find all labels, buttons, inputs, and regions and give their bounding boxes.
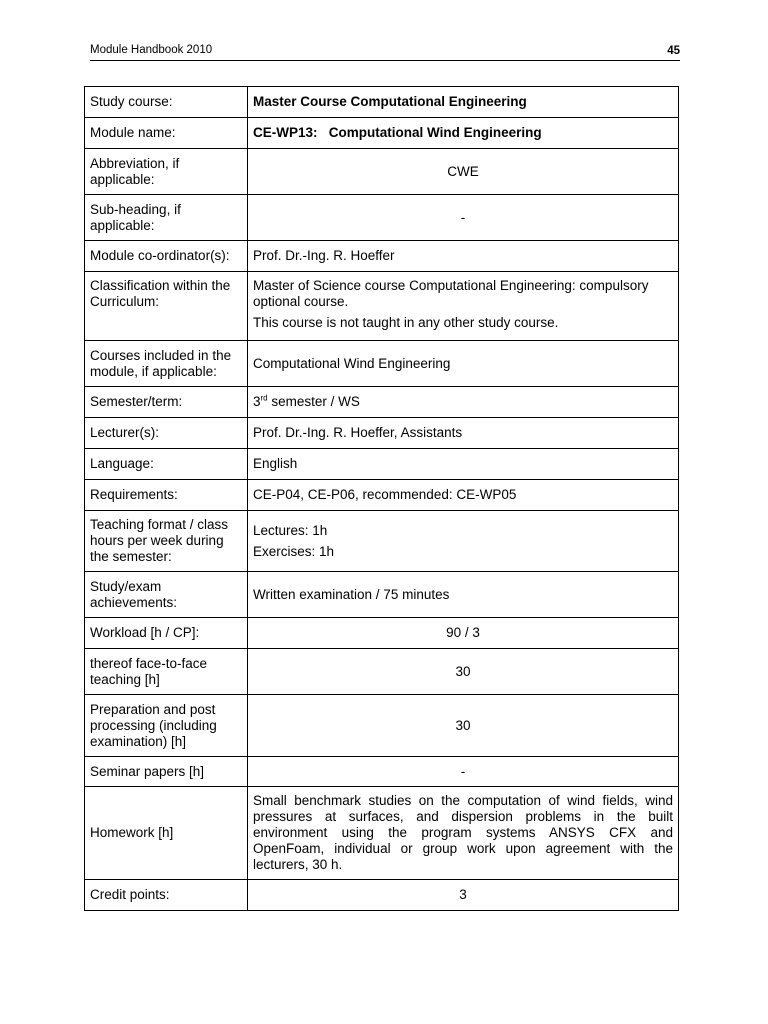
table-row bbox=[85, 418, 679, 449]
face-to-face-label: thereof face-to-face teaching [h] bbox=[85, 649, 248, 695]
module-code: CE-WP13: bbox=[253, 125, 318, 140]
requirements-label: Requirements: bbox=[85, 480, 248, 511]
subheading-value: - bbox=[248, 195, 679, 241]
abbreviation-value: CWE bbox=[248, 149, 679, 195]
table-row bbox=[85, 241, 679, 272]
lecturers-label: Lecturer(s): bbox=[85, 418, 248, 449]
table-row bbox=[85, 149, 679, 195]
abbreviation-label: Abbreviation, if applicable: bbox=[85, 149, 248, 195]
module-title: Computational Wind Engineering bbox=[328, 125, 542, 140]
lecturers-value: Prof. Dr.-Ing. R. Hoeffer, Assistants bbox=[248, 418, 679, 449]
seminar-value: - bbox=[248, 757, 679, 787]
courses-included-value: Computational Wind Engineering bbox=[248, 341, 679, 387]
table-row bbox=[85, 618, 679, 649]
study-course-value: Master Course Computational Engineering bbox=[248, 87, 679, 118]
workload-label: Workload [h / CP]: bbox=[85, 618, 248, 649]
teaching-format-value bbox=[248, 511, 679, 572]
semester-term: semester / WS bbox=[267, 394, 360, 409]
table-row bbox=[85, 511, 679, 572]
classification-label: Classification within the Curriculum: bbox=[85, 272, 248, 341]
exam-value: Written examination / 75 minutes bbox=[248, 572, 679, 618]
teaching-format-label: Teaching format / class hours per week during the semester: bbox=[85, 511, 248, 572]
study-course-label: Study course: bbox=[85, 87, 248, 118]
page-header bbox=[90, 44, 680, 61]
classification-line-1: Master of Science course Computational Engineering: compulsory optional course. bbox=[253, 278, 649, 309]
table-row bbox=[85, 87, 679, 118]
semester-ordinal: rd bbox=[260, 393, 268, 403]
requirements-value: CE-P04, CE-P06, recommended: CE-WP05 bbox=[248, 480, 679, 511]
table-row bbox=[85, 880, 679, 911]
semester-value bbox=[248, 387, 679, 418]
module-table bbox=[84, 86, 679, 911]
coordinator-label: Module co-ordinator(s): bbox=[85, 241, 248, 272]
language-value: English bbox=[248, 449, 679, 480]
handbook-title: Module Handbook 2010 bbox=[90, 44, 213, 56]
seminar-label: Seminar papers [h] bbox=[85, 757, 248, 787]
table-row bbox=[85, 195, 679, 241]
semester-label: Semester/term: bbox=[85, 387, 248, 418]
preparation-label: Preparation and post processing (including examination) [h] bbox=[85, 695, 248, 757]
language-label: Language: bbox=[85, 449, 248, 480]
table-row bbox=[85, 341, 679, 387]
semester-number: 3 bbox=[253, 394, 261, 409]
face-to-face-value: 30 bbox=[248, 649, 679, 695]
exercises-hours: Exercises: 1h bbox=[253, 543, 335, 559]
table-row bbox=[85, 480, 679, 511]
homework-label: Homework [h] bbox=[85, 787, 248, 880]
table-row bbox=[85, 449, 679, 480]
courses-included-label: Courses included in the module, if applicable: bbox=[85, 341, 248, 387]
table-row bbox=[85, 695, 679, 757]
table-row bbox=[85, 572, 679, 618]
credit-points-value: 3 bbox=[248, 880, 679, 911]
table-row bbox=[85, 649, 679, 695]
table-row bbox=[85, 118, 679, 149]
classification-line-2: This course is not taught in any other study course. bbox=[253, 315, 559, 330]
subheading-label: Sub-heading, if applicable: bbox=[85, 195, 248, 241]
coordinator-value: Prof. Dr.-Ing. R. Hoeffer bbox=[248, 241, 679, 272]
exam-label: Study/exam achievements: bbox=[85, 572, 248, 618]
page-number: 45 bbox=[667, 45, 680, 57]
lectures-hours: Lectures: 1h bbox=[253, 522, 328, 538]
table-row bbox=[85, 272, 679, 341]
module-name-label: Module name: bbox=[85, 118, 248, 149]
homework-value: Small benchmark studies on the computation of wind fields, wind pressures at surfaces, and dispersion problems in the built environment using the program systems ANSYS CFX and OpenFoam, individual or group work upon agreement with the lecturers, 30 h. bbox=[248, 787, 679, 880]
module-name-value bbox=[248, 118, 679, 149]
workload-value: 90 / 3 bbox=[248, 618, 679, 649]
table-row bbox=[85, 787, 679, 880]
credit-points-label: Credit points: bbox=[85, 880, 248, 911]
table-row bbox=[85, 757, 679, 787]
classification-value bbox=[248, 272, 679, 341]
table-row bbox=[85, 387, 679, 418]
preparation-value: 30 bbox=[248, 695, 679, 757]
